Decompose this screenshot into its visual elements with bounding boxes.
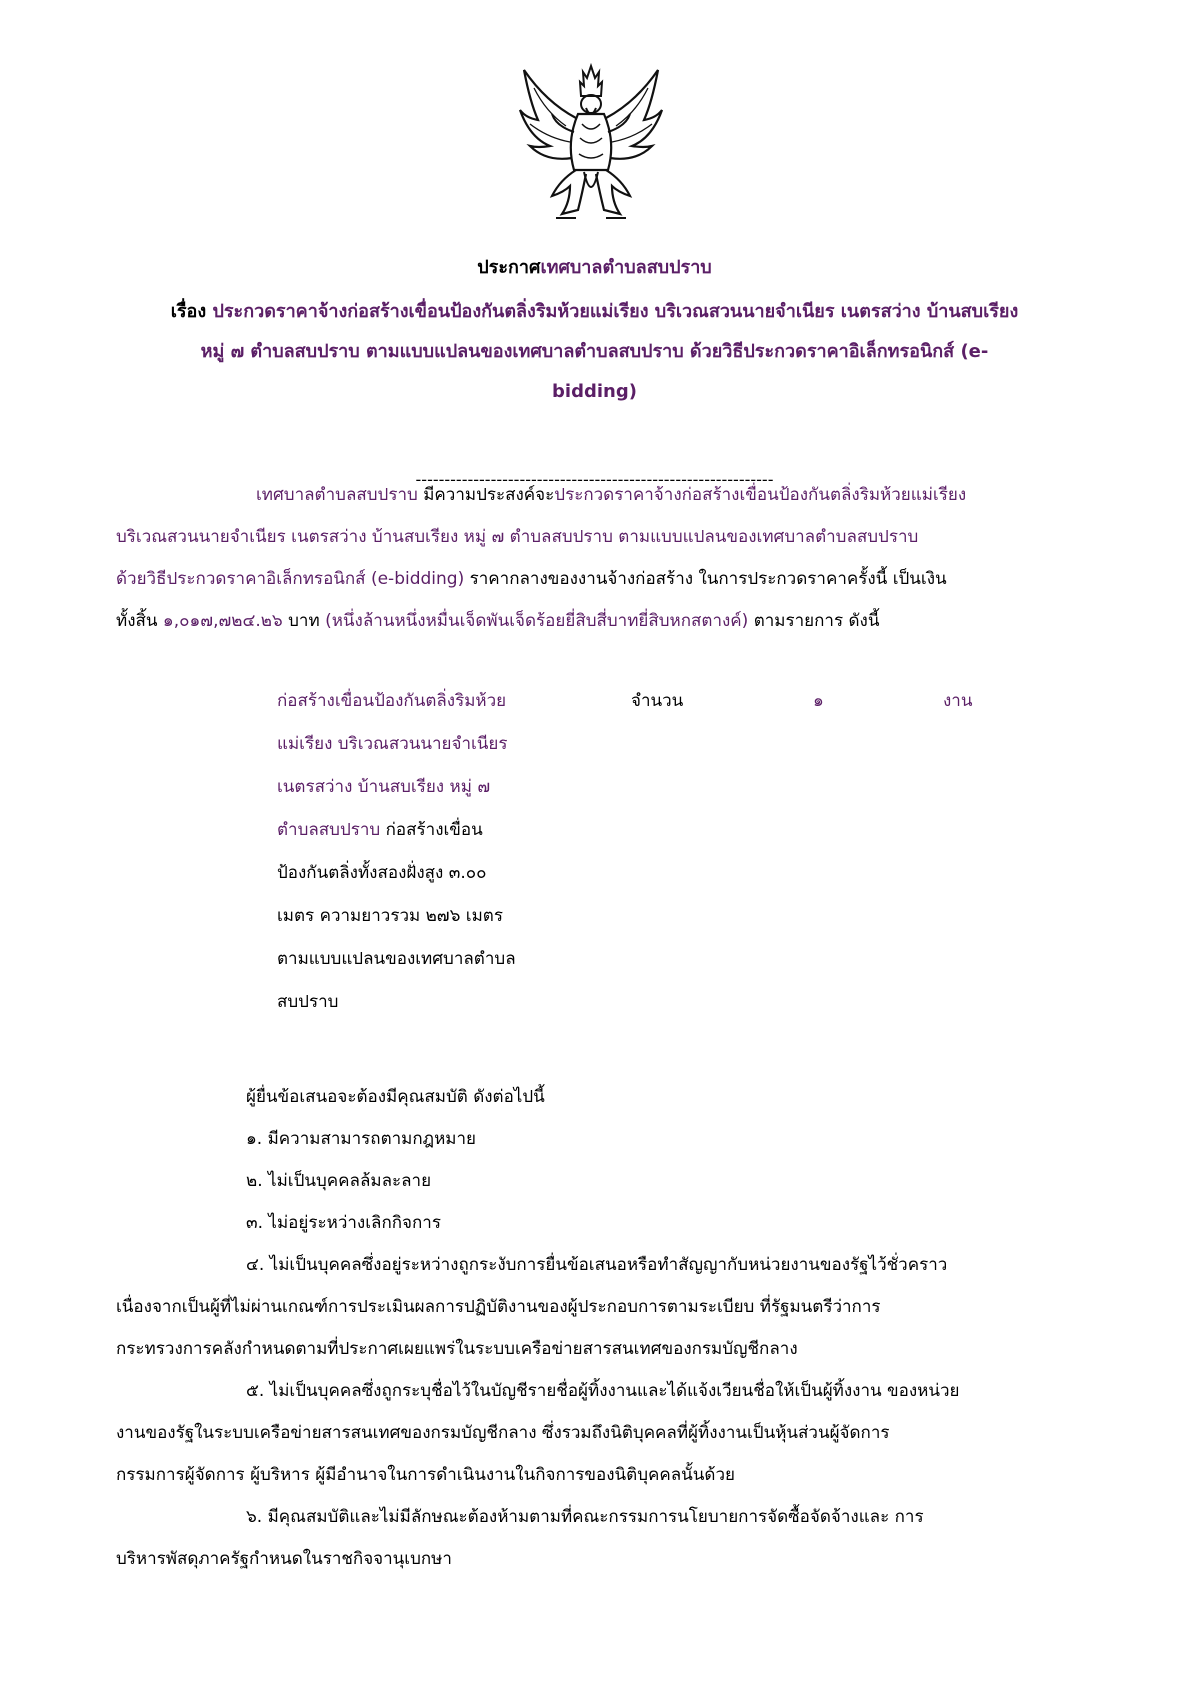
qualification-4-line-1: ๔. ไม่เป็นบุคคลซึ่งอยู่ระหว่างถูกระงับการยื่นข้อเสนอหรือทำสัญญากับหน่วยงานของรัฐไว้ชั่วคราว xyxy=(246,1255,948,1275)
qualification-4-line-2: เนื่องจากเป็นผู้ที่ไม่ผ่านเกณฑ์การประเมินผลการปฏิบัติงานของผู้ประกอบการตามระเบียบ ที่รัฐมนตรีว่าการ xyxy=(116,1297,881,1317)
title-organization: เทศบาลตำบลสบปราบ xyxy=(540,257,712,278)
item-desc-line: ก่อสร้างเขื่อนป้องกันตลิ่งริมห้วย xyxy=(277,691,507,711)
subject-line-3: bidding) xyxy=(552,381,637,402)
item-quantity-label: จำนวน xyxy=(631,691,684,711)
item-desc-line: ตำบลสบปราบ xyxy=(277,820,381,840)
intro-project-2: บริเวณสวนนายจำเนียร เนตรสว่าง บ้านสบเรียง หมู่ ๗ ตำบลสบปราบ ตามแบบแปลนของเทศบาลตำบลสบปราบ xyxy=(116,527,919,547)
qualification-4-line-3: กระทรวงการคลังกำหนดตามที่ประกาศเผยแพร่ในระบบเครือข่ายสารสนเทศของกรมบัญชีกลาง xyxy=(116,1339,798,1359)
intro-amount: ๑,๐๑๗,๗๒๔.๒๖ xyxy=(162,611,283,631)
divider-line: -------------------------------------------------------------- xyxy=(415,470,774,489)
qualification-3: ๓. ไม่อยู่ระหว่างเลิกกิจการ xyxy=(246,1213,441,1233)
intro-list-label: ตามรายการ ดังนี้ xyxy=(748,611,880,631)
intro-method: ด้วยวิธีประกวดราคาอิเล็กทรอนิกส์ (e-bidding) xyxy=(116,569,465,589)
intro-project-1: ประกวดราคาจ้างก่อสร้างเขื่อนป้องกันตลิ่งริมห้วยแม่เรียง xyxy=(554,485,967,505)
item-quantity: ๑ xyxy=(813,691,824,711)
item-description xyxy=(277,680,577,1024)
qualification-6-line-2: บริหารพัสดุภาครัฐกำหนดในราชกิจจานุเบกษา xyxy=(116,1549,452,1569)
intro-amount-words: (หนึ่งล้านหนึ่งหมื่นเจ็ดพันเจ็ดร้อยยี่สิบสี่บาทยี่สิบหกสตางค์) xyxy=(325,611,749,631)
intro-baht: บาท xyxy=(282,611,326,631)
qualification-5-line-2: งานของรัฐในระบบเครือข่ายสารสนเทศของกรมบัญชีกลาง ซึ่งรวมถึงนิติบุคคลที่ผู้ทิ้งงานเป็นหุ้นส่วนผู้จัดการ xyxy=(116,1423,890,1443)
qualification-5-line-1: ๕. ไม่เป็นบุคคลซึ่งถูกระบุชื่อไว้ในบัญชีรายชื่อผู้ทิ้งงานและได้แจ้งเวียนชื่อให้เป็นผู้ทิ้งงาน ของหน่วย xyxy=(246,1381,960,1401)
announcement-subject xyxy=(100,292,1089,412)
qualification-1: ๑. มีความสามารถตามกฎหมาย xyxy=(246,1129,476,1149)
qualifications-intro: ผู้ยื่นข้อเสนอจะต้องมีคุณสมบัติ ดังต่อไปนี้ xyxy=(246,1087,545,1107)
intro-paragraph xyxy=(116,474,1076,642)
title-prefix: ประกาศ xyxy=(477,257,541,278)
intro-median-price: ราคากลางของงานจ้างก่อสร้าง ในการประกวดราคาครั้งนี้ เป็นเงิน xyxy=(464,569,947,589)
qualification-2: ๒. ไม่เป็นบุคคลล้มละลาย xyxy=(246,1171,432,1191)
item-desc-line: ก่อสร้างเขื่อน xyxy=(380,820,483,840)
item-desc-line: แม่เรียง บริเวณสวนนายจำเนียร xyxy=(277,734,508,754)
subject-line-1: ประกวดราคาจ้างก่อสร้างเขื่อนป้องกันตลิ่งริมห้วยแม่เรียง บริเวณสวนนายจำเนียร เนตรสว่าง บ้านสบเรียง xyxy=(212,301,1019,322)
item-desc-line: ตามแบบแปลนของเทศบาลตำบล xyxy=(277,949,516,969)
item-desc-line: ป้องกันตลิ่งทั้งสองฝั่งสูง ๓.๐๐ xyxy=(277,863,487,883)
intro-org: เทศบาลตำบลสบปราบ xyxy=(256,485,418,505)
qualifications-section xyxy=(116,1076,1076,1580)
item-desc-line: เมตร ความยาวรวม ๒๗๖ เมตร xyxy=(277,906,503,926)
item-desc-line: สบปราบ xyxy=(277,992,339,1012)
intro-intent: มีความประสงค์จะ xyxy=(417,485,555,505)
announcement-title xyxy=(100,248,1089,288)
item-unit: งาน xyxy=(943,691,973,711)
garuda-emblem-icon xyxy=(516,62,666,224)
subject-prefix: เรื่อง xyxy=(170,301,207,322)
item-desc-line: เนตรสว่าง บ้านสบเรียง หมู่ ๗ xyxy=(277,777,491,797)
subject-line-2: หมู่ ๗ ตำบลสบปราบ ตามแบบแปลนของเทศบาลตำบลสบปราบ ด้วยวิธีประกวดราคาอิเล็กทรอนิกส์ (e- xyxy=(200,341,989,362)
intro-total-label: ทั้งสิ้น xyxy=(116,611,163,631)
qualification-6-line-1: ๖. มีคุณสมบัติและไม่มีลักษณะต้องห้ามตามที่คณะกรรมการนโยบายการจัดซื้อจัดจ้างและ การ xyxy=(246,1507,924,1527)
qualification-5-line-3: กรรมการผู้จัดการ ผู้บริหาร ผู้มีอำนาจในการดำเนินงานในกิจการของนิติบุคคลนั้นด้วย xyxy=(116,1465,735,1485)
